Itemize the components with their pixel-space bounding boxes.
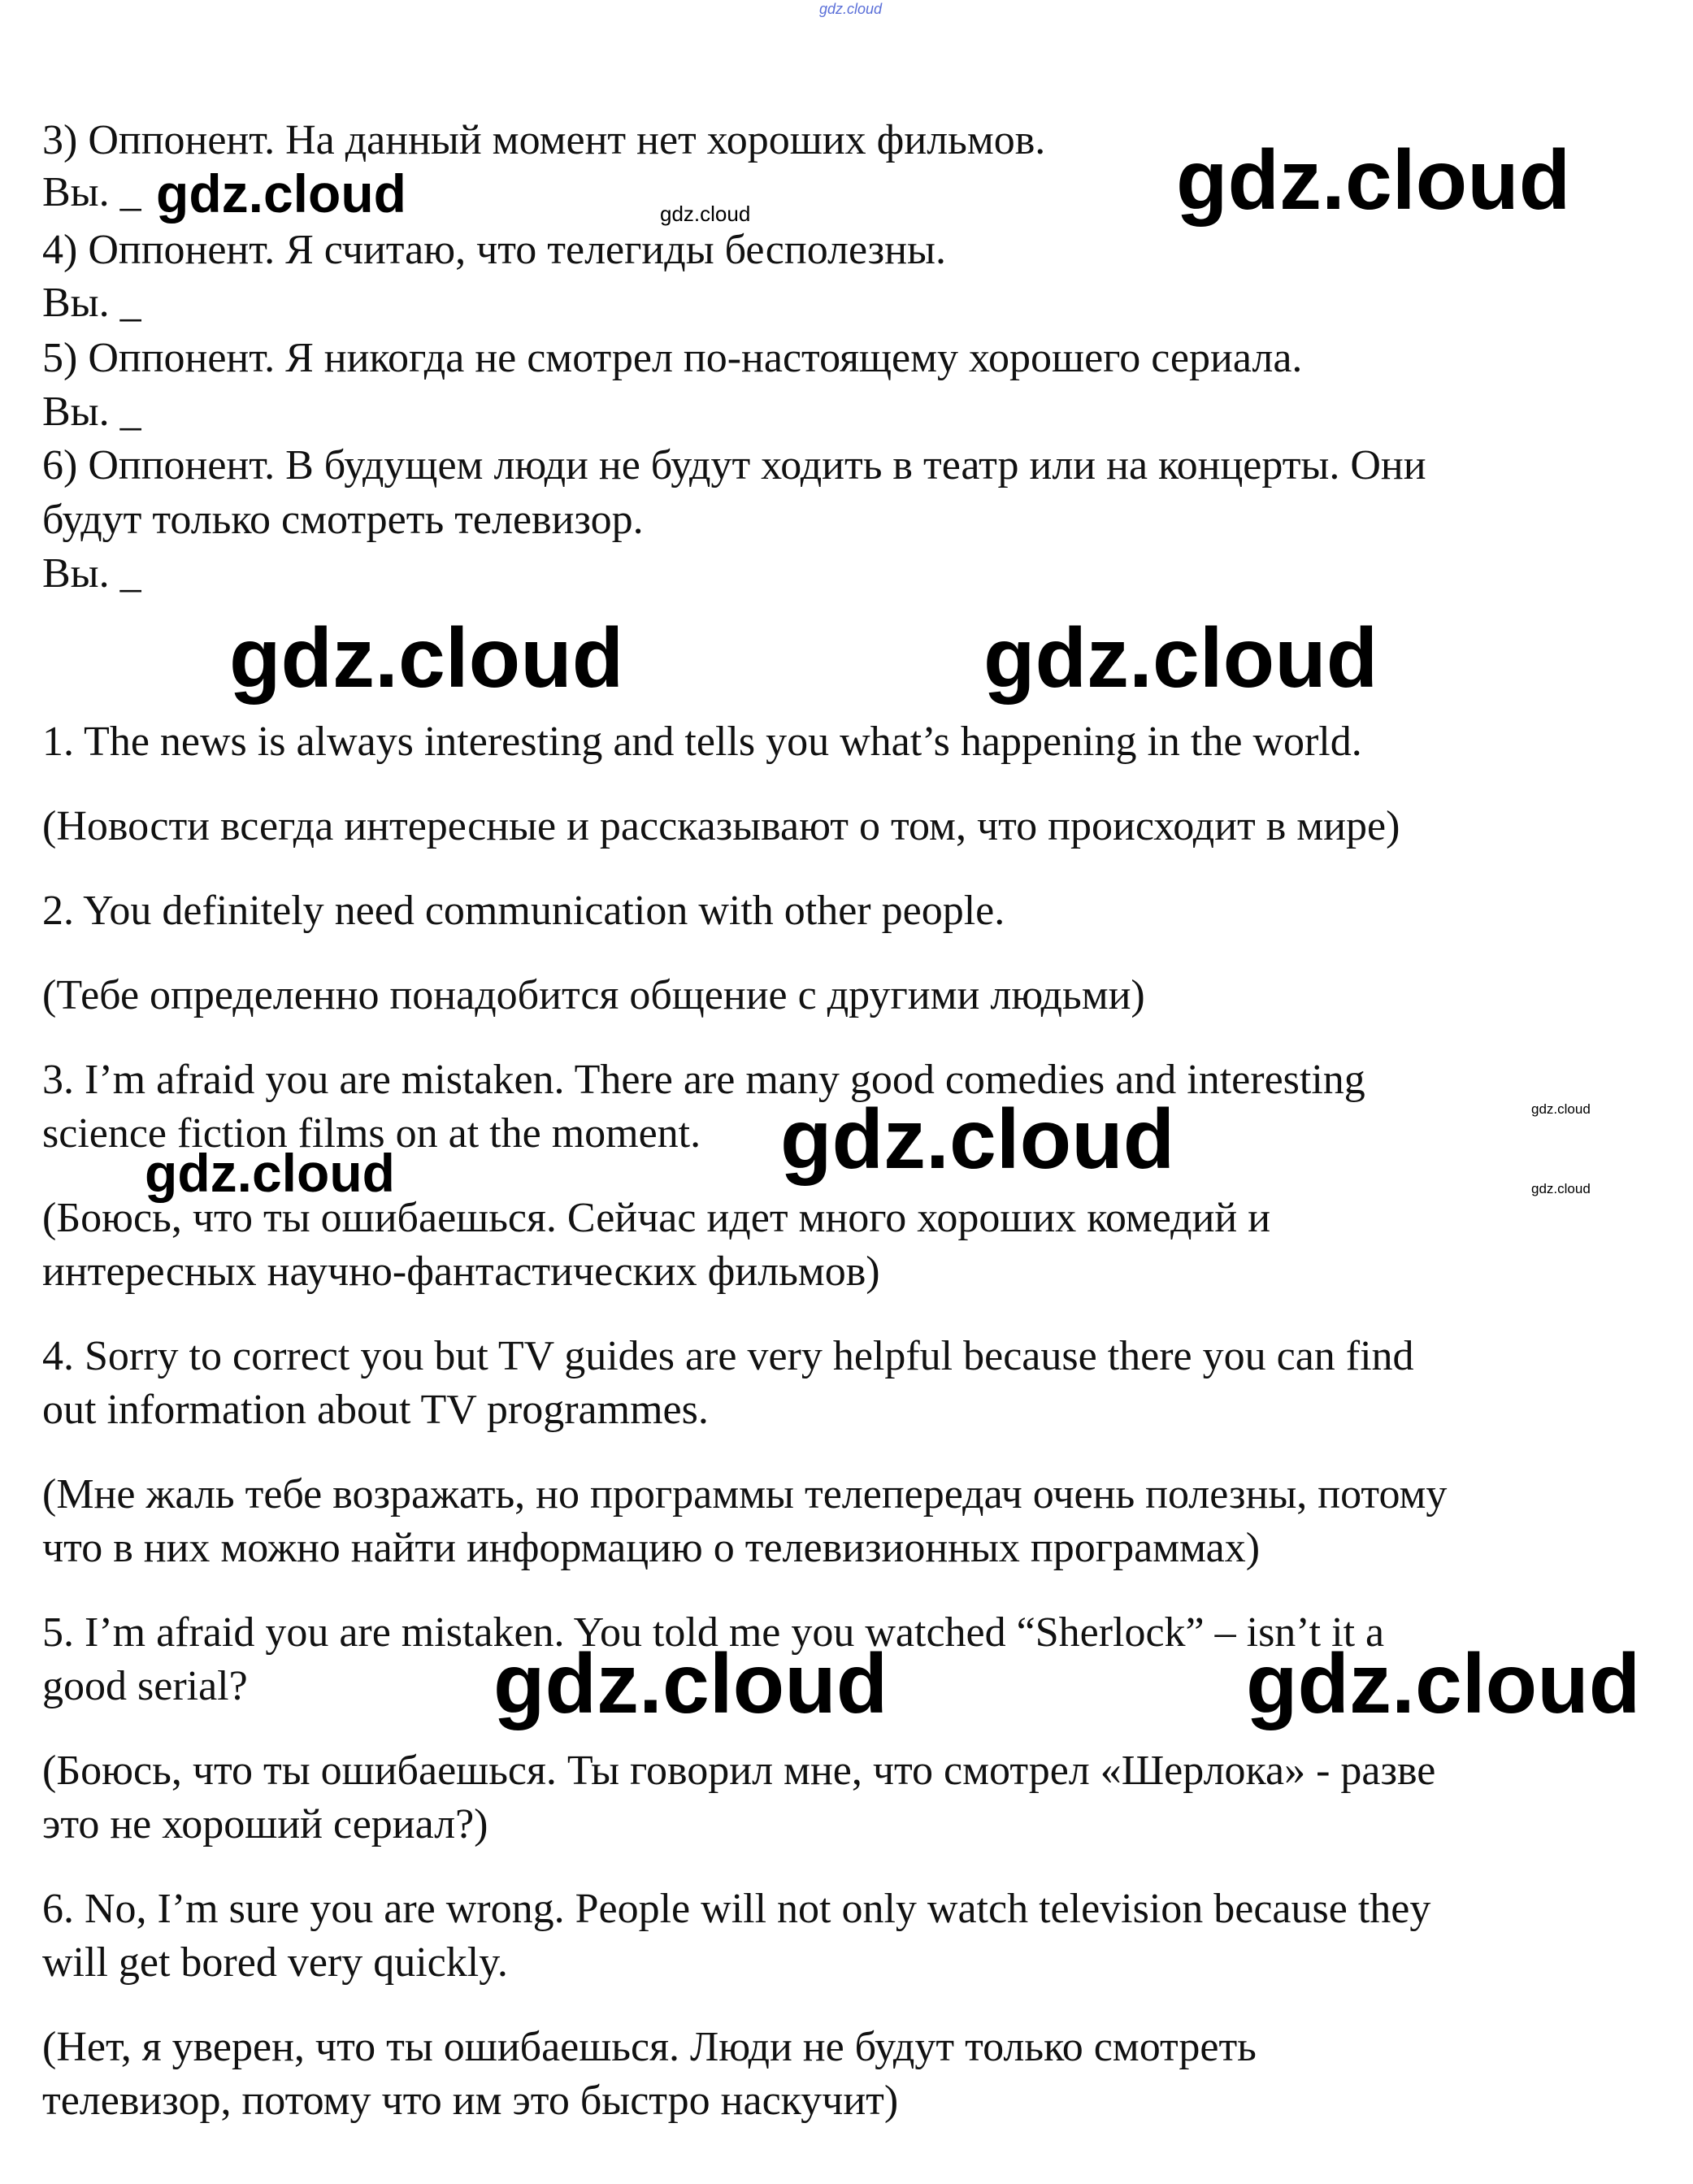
question-3-you: Вы. _ [42,169,141,215]
answer-1-en: 1. The news is always interesting and tells you what’s happening in the world. [42,719,1362,765]
answer-3-ru-line-2: интересных научно-фантастических фильмов) [42,1248,880,1295]
answer-4-ru-line-2: что в них можно найти информацию о телевизионных программах) [42,1525,1261,1571]
watermark: gdz.cloud [1246,1637,1641,1731]
question-6-opponent-line-1: 6) Оппонент. В будущем люди не будут ходить в театр или на концерты. Они [42,442,1426,488]
question-6-you: Вы. _ [42,550,141,597]
answer-6-ru-line-2: телевизор, потому что им это быстро наскучит) [42,2078,899,2124]
watermark: gdz.cloud [660,202,751,226]
answer-3-en-line-1: 3. I’m afraid you are mistaken. There are many good comedies and interesting [42,1057,1365,1103]
answer-6-en-line-2: will get bored very quickly. [42,1939,508,1986]
answer-5-ru-line-1: (Боюсь, что ты ошибаешься. Ты говорил мне, что смотрел «Шерлока» - разве [42,1748,1436,1794]
watermark: gdz.cloud [145,1143,395,1203]
watermark: gdz.cloud [1176,133,1571,228]
answer-4-en-line-1: 4. Sorry to correct you but TV guides are very helpful because there you can find [42,1333,1414,1379]
question-3-opponent: 3) Оппонент. На данный момент нет хороших фильмов. [42,117,1046,163]
watermark: gdz.cloud [493,1637,888,1731]
answer-2-ru: (Тебе определенно понадобится общение с другими людьми) [42,972,1145,1018]
watermark-top: gdz.cloud [819,1,883,17]
answer-5-en-line-2: good serial? [42,1663,248,1709]
question-4-opponent: 4) Оппонент. Я считаю, что телегиды бесполезны. [42,227,946,273]
watermark: gdz.cloud [1531,1101,1591,1117]
answer-5-en-line-1: 5. I’m afraid you are mistaken. You told me you watched “Sherlock” – isn’t it a [42,1609,1385,1656]
answer-3-ru-line-1: (Боюсь, что ты ошибаешься. Сейчас идет много хороших комедий и [42,1195,1271,1241]
answer-5-ru-line-2: это не хороший сериал?) [42,1801,488,1847]
question-4-you: Вы. _ [42,280,141,326]
watermark: gdz.cloud [156,163,406,224]
question-5-opponent: 5) Оппонент. Я никогда не смотрел по-настоящему хорошего сериала. [42,335,1303,381]
answer-2-en: 2. You definitely need communication with other people. [42,888,1005,934]
watermark: gdz.cloud [1531,1181,1591,1196]
answer-6-en-line-1: 6. No, I’m sure you are wrong. People will not only watch television because they [42,1886,1431,1932]
watermark: gdz.cloud [983,611,1378,706]
question-5-you: Вы. _ [42,389,141,435]
answer-3-en-line-2: science fiction films on at the moment. [42,1110,701,1157]
answer-1-ru: (Новости всегда интересные и рассказывают о том, что происходит в мире) [42,803,1400,849]
answer-4-en-line-2: out information about TV programmes. [42,1387,709,1433]
answer-6-ru-line-1: (Нет, я уверен, что ты ошибаешься. Люди не будут только смотреть [42,2024,1257,2070]
watermark: gdz.cloud [780,1092,1175,1187]
watermark: gdz.cloud [229,611,624,706]
answer-4-ru-line-1: (Мне жаль тебе возражать, но программы телепередач очень полезны, потому [42,1471,1448,1518]
question-6-opponent-line-2: будут только смотреть телевизор. [42,497,644,543]
